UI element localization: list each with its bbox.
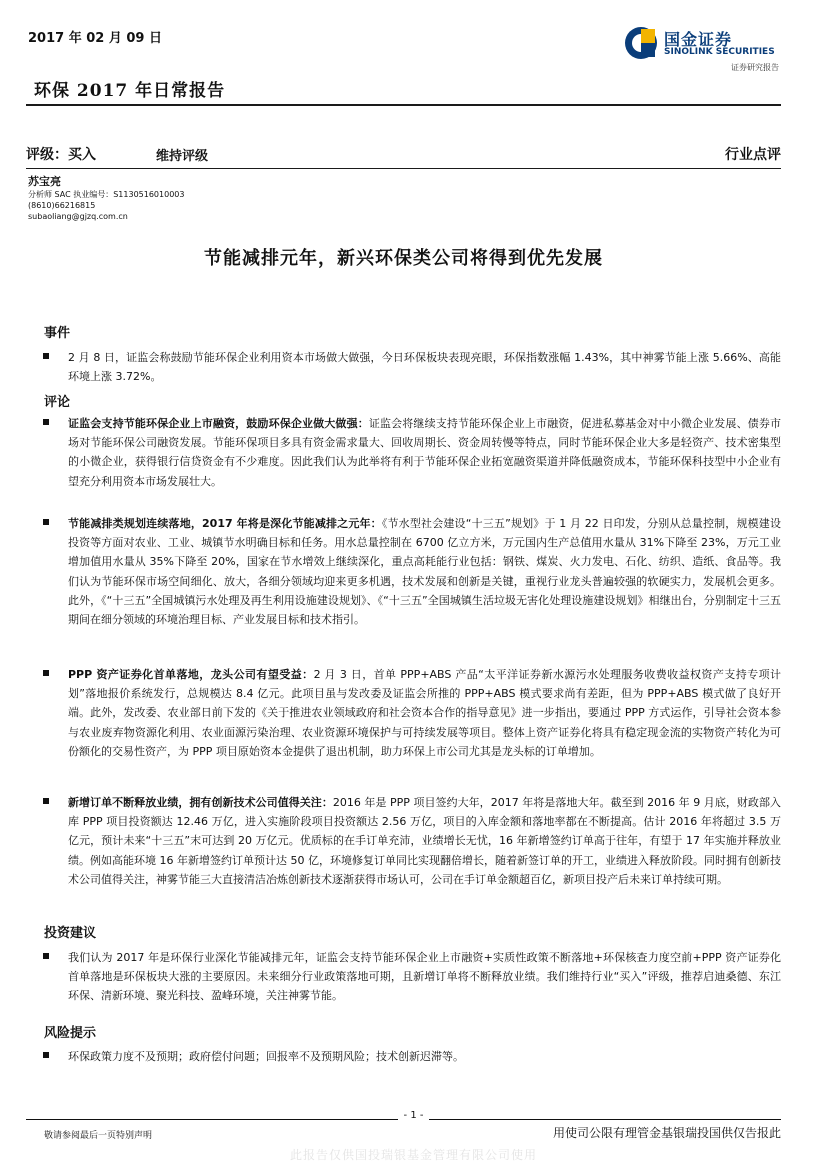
analyst-name: 苏宝亮 xyxy=(28,175,61,188)
comment-paragraph-4 xyxy=(46,793,781,889)
rating-maintain: 维持评级 xyxy=(156,149,209,164)
comment-1-heading: 证监会支持节能环保企业上市融资，鼓励环保企业做大做强： xyxy=(68,417,369,430)
invest-paragraph: 我们认为 2017 年是环保行业深化节能减排元年，证监会支持节能环保企业上市融资+实质性政策不断落地+环保核查力度空前+PPP 资产证券化首单落地是环保板块大涨的主要原因。未来细分行业政策落地可期，且新增订单将不断释放业绩。我们维持行业“买入”评级，推荐启迪桑德、东江环保、清新环境、聚光科技、盈峰环境，关注神雾节能。 xyxy=(46,948,781,1006)
analyst-email[interactable]: subaoliang@gjzq.com.cn xyxy=(28,212,128,221)
comment-2-heading: 节能减排类规划连续落地，2017 年将是深化节能减排之元年： xyxy=(68,517,382,530)
section-title-event: 事件 xyxy=(44,326,71,341)
page-title: 节能减排元年，新兴环保类公司将得到优先发展 xyxy=(204,248,603,269)
comment-paragraph-3 xyxy=(46,665,781,761)
logo-subtitle: 证券研究报告 xyxy=(731,63,779,72)
analyst-block xyxy=(28,176,184,222)
brand-logo xyxy=(624,24,779,74)
rating-divider xyxy=(26,168,781,169)
bullet-icon xyxy=(43,353,49,359)
report-date: 2017 年 02 月 09 日 xyxy=(28,31,162,46)
watermark: 此报告仅供国投瑞银基金管理有限公司使用 xyxy=(289,1148,537,1162)
comment-paragraph-2 xyxy=(46,514,781,629)
header-divider xyxy=(26,104,781,106)
comment-4-heading: 新增订单不断释放业绩，拥有创新技术公司值得关注： xyxy=(68,796,333,809)
bullet-icon xyxy=(43,670,49,676)
section-title-comment: 评论 xyxy=(44,395,71,410)
bullet-icon xyxy=(43,798,49,804)
footer-usage-note: 用使司公限有理管金基银瑞投国供仅告报此 xyxy=(552,1126,781,1140)
bullet-icon xyxy=(43,953,49,959)
logo-name-en: SINOLINK SECURITIES xyxy=(664,47,775,57)
logo-name-cn: 国金证券 xyxy=(664,30,733,49)
footer-disclaimer: 敬请参阅最后一页特别声明 xyxy=(44,1131,153,1141)
page-number: - 1 - xyxy=(0,1110,827,1121)
logo-mark-icon xyxy=(624,26,658,60)
comment-3-text: 2 月 3 日，首单 PPP+ABS 产品“太平洋证券新水源污水处理服务收费收益权资产支持专项计划”落地报价系统发行，总规模达 8.4 亿元。此项目虽与发改委及证监会所推的 PPP+ABS 模式要求尚有差距，但为 PPP+ABS 模式做了良好开端。此外，发改委、农业部日前下发的《关于推进农业领域政府和社会资本合作的指导意见》进一步指出，要通过 PPP 方式运作，引导社会资本参与农业废弃物资源化利用、农业面源污染治理、农业资源环境保护与可持续发展等项目。整体上资产证券化将具有稳定现金流的实物资产转化为可份额化的交易性资产，为 PPP 项目原始资本金提供了退出机制，助力环保上市公司尤其是龙头标的订单增加。 xyxy=(68,668,781,758)
rating-bar xyxy=(26,144,781,166)
rating-label: 评级：买入 xyxy=(26,147,96,163)
bullet-icon xyxy=(43,419,49,425)
analyst-license: 分析师 SAC 执业编号：S1130516010003 xyxy=(28,190,185,199)
comment-paragraph-1 xyxy=(46,414,781,491)
report-series-title: 环保 2017 年日常报告 xyxy=(34,81,226,101)
report-type: 行业点评 xyxy=(725,147,781,163)
bullet-icon xyxy=(43,519,49,525)
comment-4-text: 2016 年是 PPP 项目签约大年，2017 年将是落地大年。截至到 2016 年 9 月底，财政部入库 PPP 项目投资额达 12.46 万亿，进入实施阶段项目投资额达 2.56 万亿，项目的入库金额和落地率都在不断提高。估计 2016 年将超过 3.5 万亿元，预计未来“十三五”末可达到 20 万亿元。优质标的在手订单充沛，业绩增长无忧，16 年新增签约订单高于往年，有望于 17 年实施并释放业绩。例如高能环境 16 年新增签约订单预计达 50 亿，环境修复订单同比实现翻倍增长，随着新签订单的开工，业绩进入释放阶段。同时拥有创新技术公司值得关注，神雾节能三大直接清洁冶炼创新技术逐渐获得市场认可，公司在手订单金额超百亿，新项目投产后未来订单持续可期。 xyxy=(68,796,781,886)
bullet-icon xyxy=(43,1052,49,1058)
section-title-risk: 风险提示 xyxy=(44,1026,97,1041)
comment-3-heading: PPP 资产证券化首单落地，龙头公司有望受益： xyxy=(68,668,314,681)
risk-paragraph: 环保政策力度不及预期；政府偿付问题；回报率不及预期风险；技术创新迟滞等。 xyxy=(46,1047,781,1066)
analyst-phone: (8610)66216815 xyxy=(28,201,96,210)
comment-1-text: 证监会将继续支持节能环保企业上市融资，促进私募基金对中小微企业发展、债券市场对节能环保公司融资发展。节能环保项目多具有资金需求量大、回收周期长、资金周转慢等特点，同时节能环保企业大多是轻资产、技术密集型的小微企业，获得银行信贷资金有不少难度。因此我们认为此举将有利于节能环保企业拓宽融资渠道并降低融资成本，节能环保科技型中小企业有望充分利用资本市场发展壮大。 xyxy=(68,417,781,488)
comment-2-text: 《节水型社会建设“十三五”规划》于 1 月 22 日印发，分别从总量控制，规模建设投资等方面对农业、工业、城镇节水明确目标和任务。用水总量控制在 6700 亿立方米，万元国内生产总值用水量从 31%下降至 23%，万元工业增加值用水量从 35%下降至 20%，国家在节水增效上继续深化，重点高耗能行业包括：钢铁、煤炭、火力发电、石化、纺织、造纸、食品等。我们认为节能环保市场空间细化、放大，各细分领域均迎来更多机遇，技术发展和创新是关键，重视行业龙头普遍较强的软硬实力，发展机会更多。此外，《“十三五”全国城镇污水处理及再生利用设施建设规划》、《“十三五”全国城镇生活垃圾无害化处理设施建设规划》相继出台，分别制定十三五期间在细分领域的环境治理目标、产业发展目标和技术指引。 xyxy=(68,517,781,627)
event-paragraph: 2 月 8 日，证监会称鼓励节能环保企业利用资本市场做大做强，今日环保板块表现亮眼，环保指数涨幅 1.43%，其中神雾节能上涨 5.66%、高能环境上涨 3.72%。 xyxy=(46,348,781,386)
section-title-invest: 投资建议 xyxy=(44,926,97,941)
